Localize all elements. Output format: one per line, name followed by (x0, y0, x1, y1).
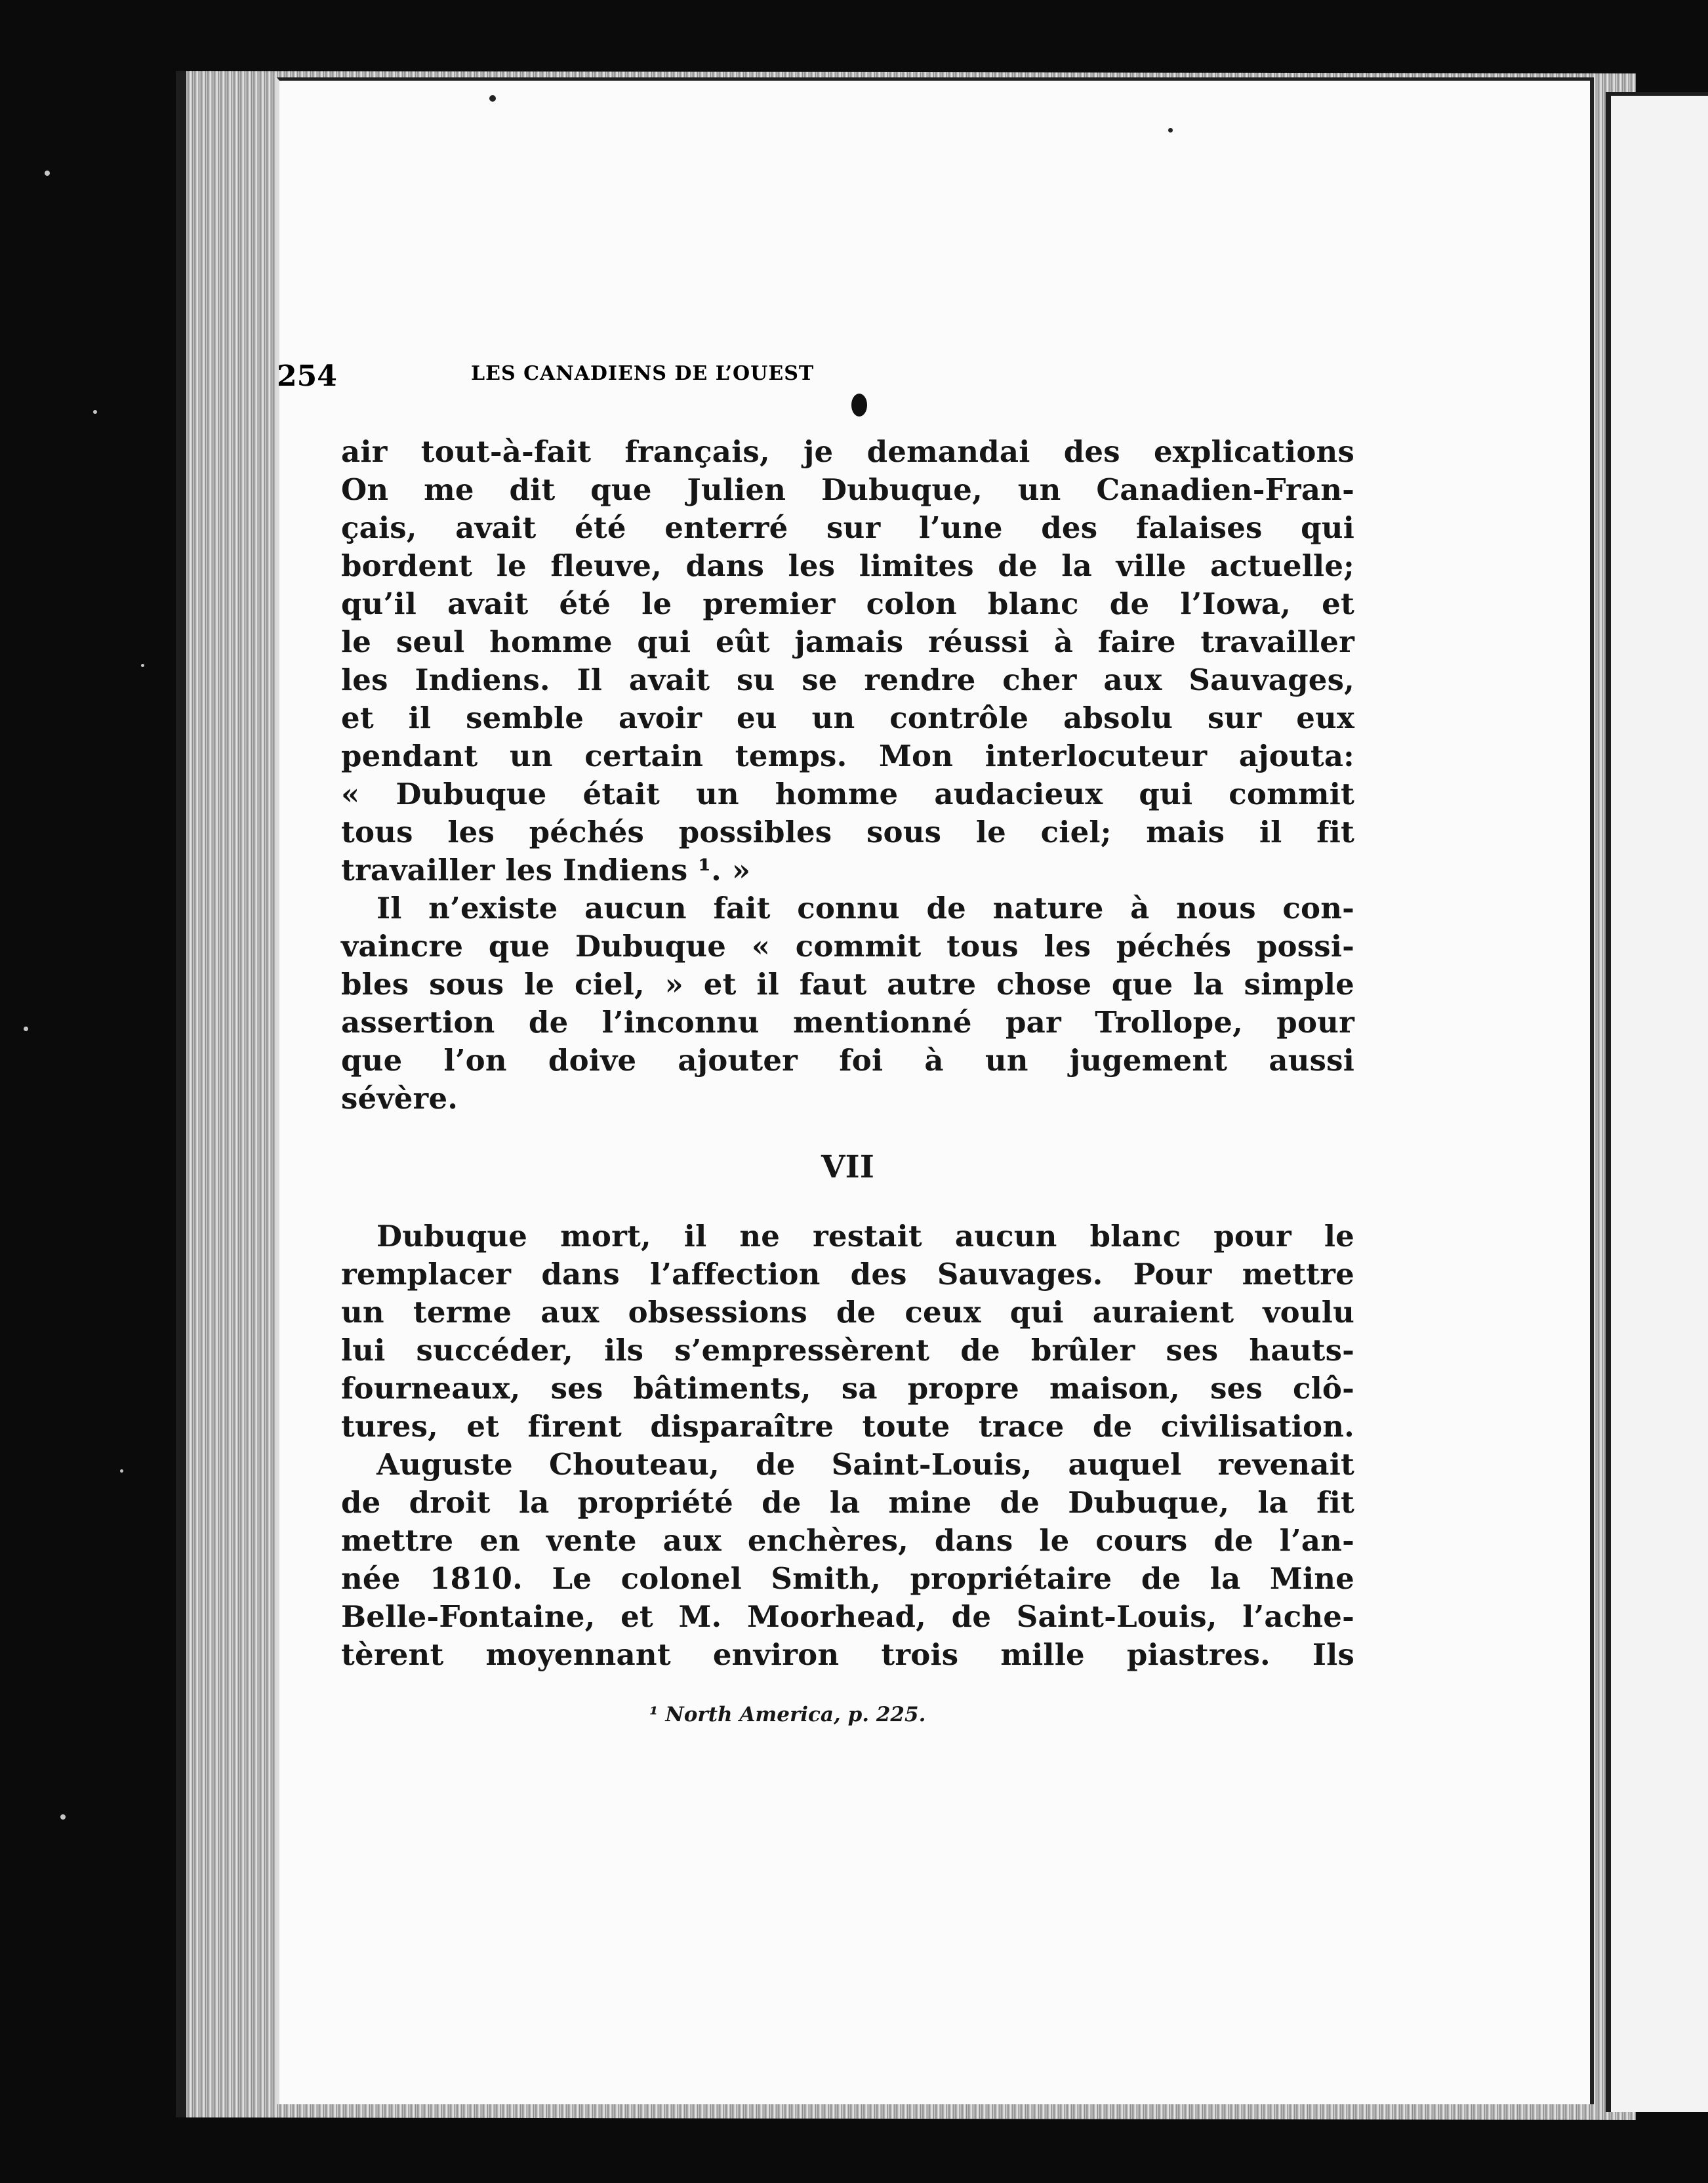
text-line: « Dubuque était un homme audacieux qui commit (341, 777, 1354, 811)
text-line: Auguste Chouteau, de Saint-Louis, auquel revenait (376, 1447, 1354, 1482)
page-number: 254 (277, 359, 337, 393)
text-line: qu’il avait été le premier colon blanc de l’Iowa, et (341, 586, 1354, 621)
scan-speckle (60, 1814, 66, 1820)
ink-speck (1168, 128, 1173, 133)
ink-blot (851, 394, 867, 417)
scan-speckle (45, 171, 50, 176)
text-line: bordent le fleuve, dans les limites de la ville actuelle; (341, 548, 1354, 583)
running-head: LES CANADIENS DE L’OUEST (471, 362, 815, 385)
scan-speckle (141, 664, 144, 667)
scan-speckle (24, 1027, 28, 1031)
text-line: les Indiens. Il avait su se rendre cher aux Sauvages, (341, 663, 1354, 697)
text-line: fourneaux, ses bâtiments, sa propre maison, ses clô- (341, 1371, 1354, 1406)
text-line: et il semble avoir eu un contrôle absolu sur eux (341, 701, 1354, 735)
text-line: de droit la propriété de la mine de Dubuque, la fit (341, 1485, 1354, 1520)
text-line: mettre en vente aux enchères, dans le cours de l’an- (341, 1523, 1354, 1558)
text-line: un terme aux obsessions de ceux qui auraient voulu (341, 1295, 1354, 1330)
footnote: ¹ North America, p. 225. (649, 1703, 926, 1726)
text-line: tures, et firent disparaître toute trace de civilisation. (341, 1409, 1354, 1444)
text-line: sévère. (341, 1081, 458, 1116)
scan-speckle (120, 1469, 123, 1473)
text-line: que l’on doive ajouter foi à un jugement aussi (341, 1043, 1354, 1078)
text-line: Belle-Fontaine, et M. Moorhead, de Saint-Louis, l’ache- (341, 1599, 1354, 1634)
page-text (341, 433, 1354, 1674)
text-line: çais, avait été enterré sur l’une des falaises qui (341, 510, 1354, 545)
text-line: air tout-à-fait français, je demandai des explications (341, 434, 1354, 469)
scan-speckle (93, 410, 97, 414)
text-line: On me dit que Julien Dubuque, un Canadien-Fran- (341, 472, 1354, 507)
text-line: tous les péchés possibles sous le ciel; mais il fit (341, 815, 1354, 849)
text-line: Dubuque mort, il ne restait aucun blanc pour le (376, 1219, 1354, 1254)
text-line: pendant un certain temps. Mon interlocuteur ajouta: (341, 739, 1354, 773)
text-line: travailler les Indiens ¹. » (341, 853, 751, 887)
text-line: le seul homme qui eût jamais réussi à faire travailler (341, 624, 1354, 659)
text-line: vaincre que Dubuque « commit tous les péchés possi- (341, 929, 1354, 964)
section-heading: VII (821, 1149, 875, 1185)
ink-speck (489, 95, 496, 102)
text-line: remplacer dans l’affection des Sauvages. Pour mettre (341, 1257, 1354, 1292)
text-line: bles sous le ciel, » et il faut autre chose que la simple (341, 967, 1354, 1002)
text-line: tèrent moyennant environ trois mille piastres. Ils (341, 1637, 1354, 1672)
text-line: lui succéder, ils s’empressèrent de brûler ses hauts- (341, 1333, 1354, 1368)
text-line: née 1810. Le colonel Smith, propriétaire de la Mine (341, 1561, 1354, 1596)
facing-page-edge (1606, 92, 1708, 2112)
text-line: assertion de l’inconnu mentionné par Trollope, pour (341, 1005, 1354, 1040)
text-line: Il n’existe aucun fait connu de nature à nous con- (376, 891, 1354, 926)
